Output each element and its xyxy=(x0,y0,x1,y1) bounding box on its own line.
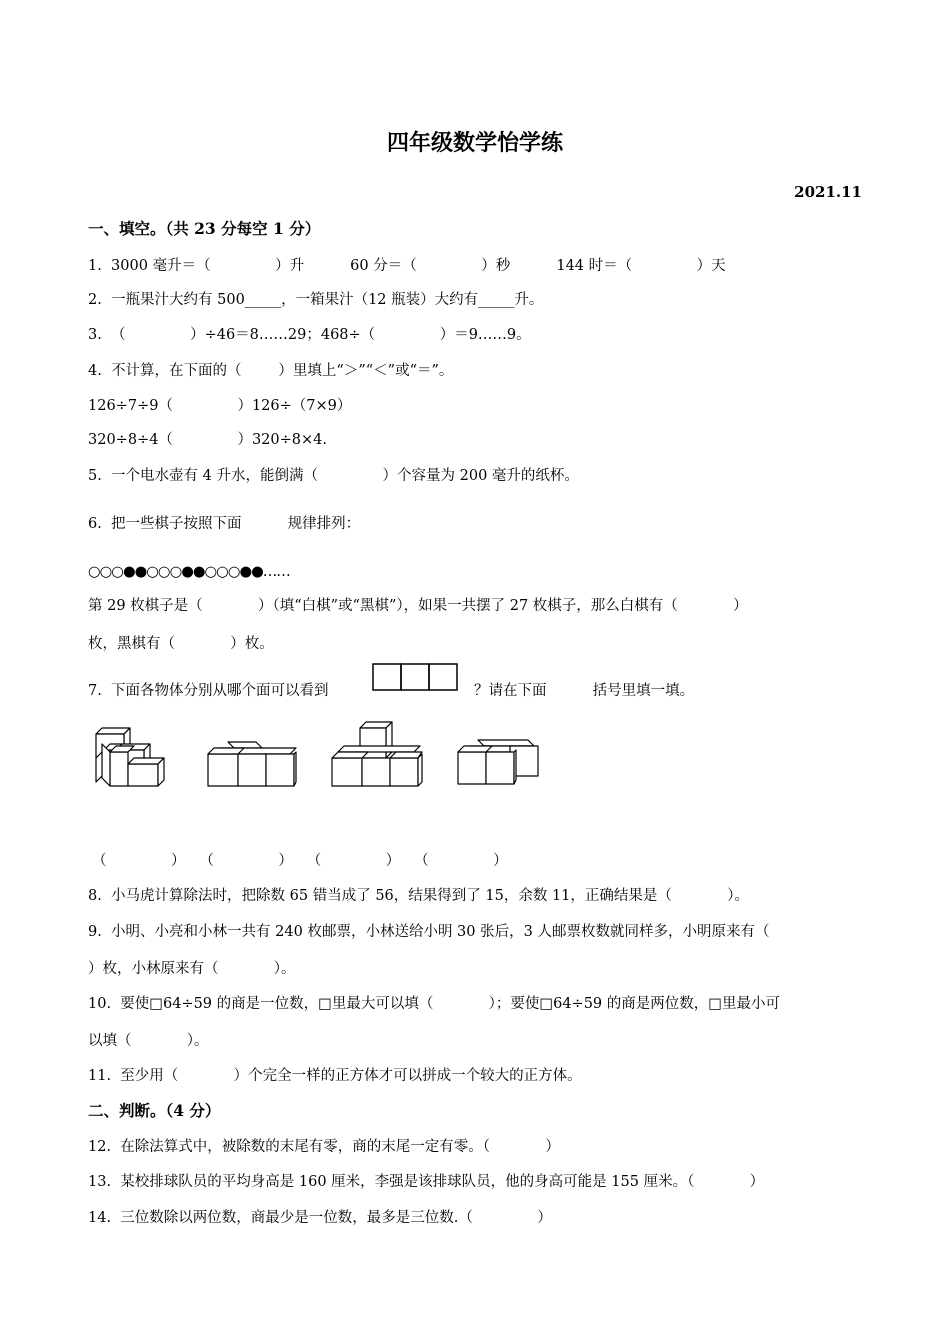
cube-figure-2 xyxy=(208,742,296,786)
question-6: 6. 把一些棋子按照下面 规律排列： xyxy=(88,516,361,532)
question-14: 14. 三位数除以两位数，商最少是一位数，最多是三位数.（ ） xyxy=(88,1210,552,1226)
date: 2021.11 xyxy=(794,183,862,201)
question-3: 3. （ ）÷46＝8……29；468÷（ ）＝9……9。 xyxy=(88,327,531,343)
question-10-line-2: 以填（ ）。 xyxy=(88,1033,209,1049)
cube-figure-1 xyxy=(96,728,164,786)
question-9-line-2: ）枚，小林原来有（ ）。 xyxy=(88,961,296,977)
section-2-heading: 二、判断。（4 分） xyxy=(88,1101,221,1120)
chess-pattern: ○○○●●○○○●●○○○●●…… xyxy=(88,564,290,580)
cube-figure-3 xyxy=(332,722,422,786)
question-10-line-1: 10. 要使□64÷59 的商是一位数，□里最大可以填（ ）；要使□64÷59 的商是两位数，□里最小可 xyxy=(88,996,780,1012)
question-12: 12. 在除法算式中，被除数的末尾有零，商的末尾一定有零。（ ） xyxy=(88,1139,560,1155)
question-4b: 320÷8÷4（ ）320÷8×4. xyxy=(88,432,327,448)
question-4: 4. 不计算，在下面的（ ）里填上“＞”“＜”或“＝”。 xyxy=(88,363,454,379)
cube-figures xyxy=(88,718,558,798)
question-4a: 126÷7÷9（ ）126÷（7×9） xyxy=(88,398,352,414)
question-7-part-2: ？请在下面 括号里填一填。 xyxy=(474,683,695,699)
question-5: 5. 一个电水壶有 4 升水，能倒满（ ）个容量为 200 毫升的纸杯。 xyxy=(88,468,579,484)
question-8: 8. 小马虎计算除法时，把除数 65 错当成了 56，结果得到了 15，余数 11，正确结果是（ ）。 xyxy=(88,888,749,904)
section-1-heading: 一、填空。（共 23 分每空 1 分） xyxy=(88,219,321,238)
question-7-answer-blanks: （ ） （ ） （ ） （ ） xyxy=(92,853,508,869)
three-squares-view-icon xyxy=(372,663,458,691)
question-2: 2. 一瓶果汁大约有 500_____，一箱果汁（12 瓶装）大约有_____升。 xyxy=(88,292,544,308)
question-1: 1. 3000 毫升＝（ ）升 60 分＝（ ）秒 144 时＝（ ）天 xyxy=(88,258,726,274)
question-13: 13. 某校排球队员的平均身高是 160 厘米，李强是该排球队员，他的身高可能是 155 厘米。（ ） xyxy=(88,1174,765,1190)
question-9-line-1: 9. 小明、小亮和小林一共有 240 枚邮票，小林送给小明 30 张后，3 人邮票枚数就同样多，小明原来有（ xyxy=(88,924,770,940)
question-6-line-1: 第 29 枚棋子是（ ）（填“白棋”或“黑棋”），如果一共摆了 27 枚棋子，那么白棋有（ ） xyxy=(88,598,748,614)
question-7-part-1: 7. 下面各物体分别从哪个面可以看到 xyxy=(88,683,329,699)
cube-figure-4 xyxy=(458,740,538,784)
question-11: 11. 至少用（ ）个完全一样的正方体才可以拼成一个较大的正方体。 xyxy=(88,1068,582,1084)
question-6-line-2: 枚，黑棋有（ ）枚。 xyxy=(88,636,274,652)
page-title: 四年级数学怡学练 xyxy=(386,130,563,156)
